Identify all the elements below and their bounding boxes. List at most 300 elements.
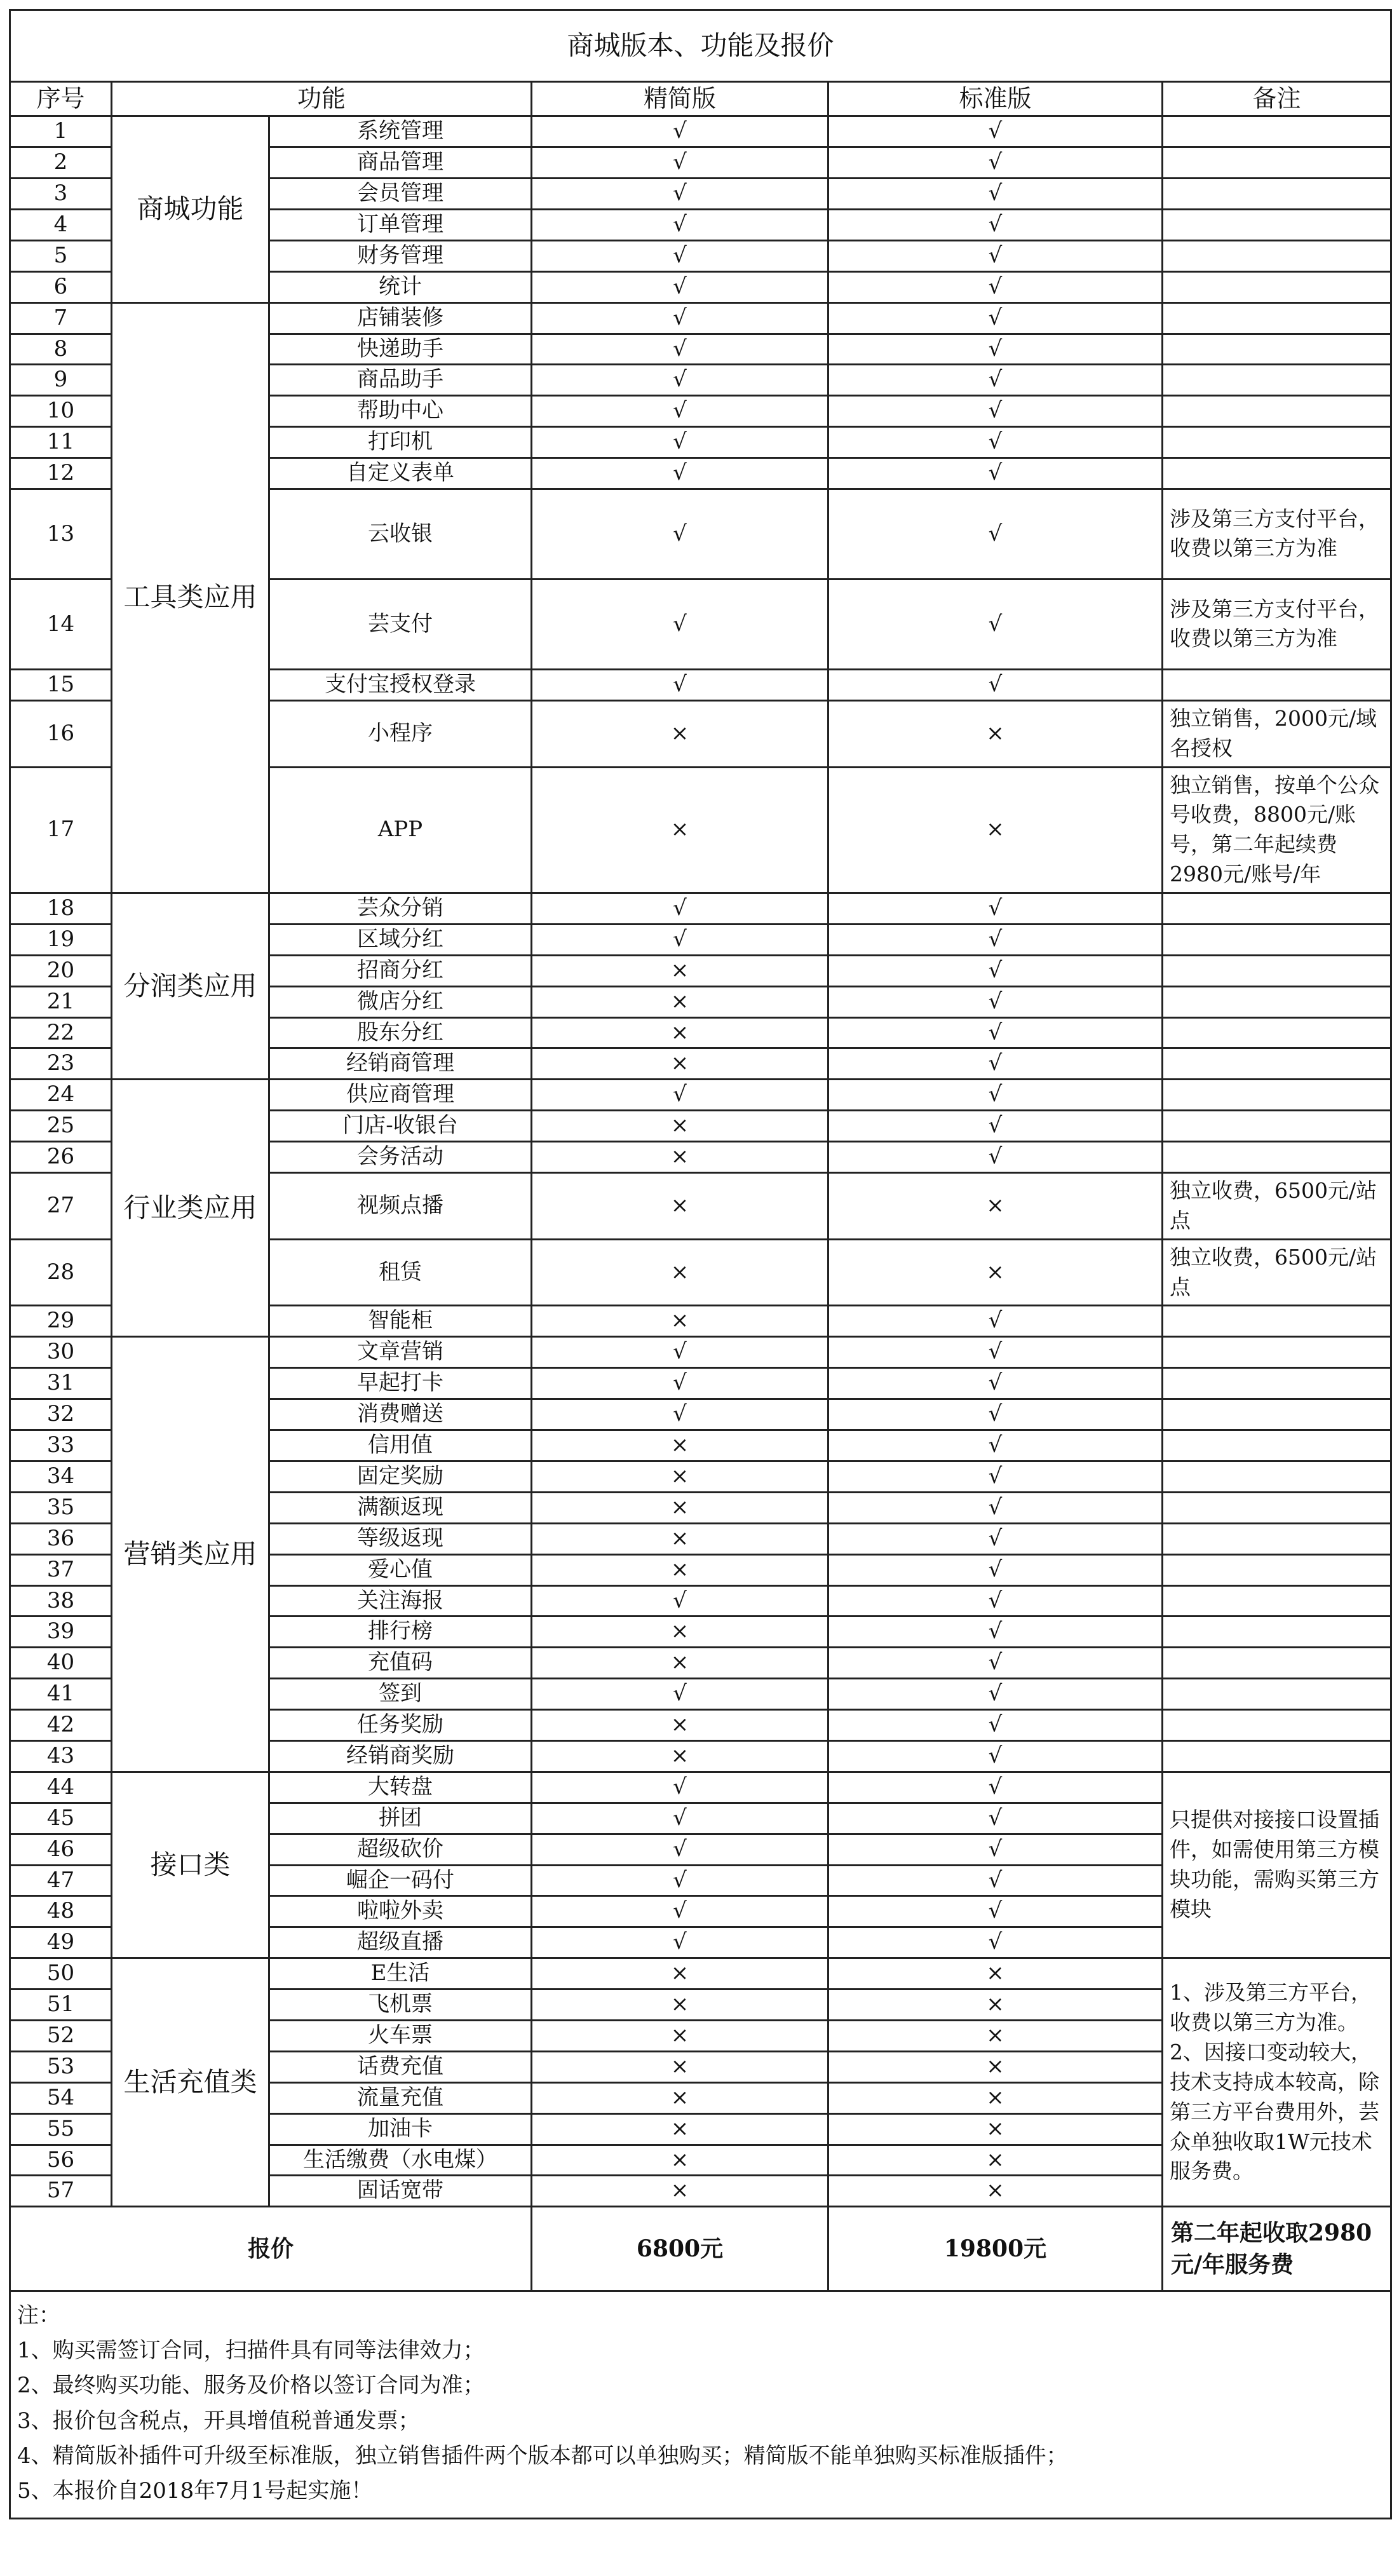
row-seq: 41 xyxy=(10,1679,112,1710)
standard-mark: × xyxy=(828,1990,1163,2021)
standard-mark: √ xyxy=(828,489,1163,579)
row-seq: 14 xyxy=(10,579,112,669)
row-feature: 打印机 xyxy=(269,427,532,458)
row-seq: 38 xyxy=(10,1585,112,1617)
standard-mark: √ xyxy=(828,669,1163,700)
standard-mark: × xyxy=(828,767,1163,893)
lite-mark: × xyxy=(532,1648,828,1679)
category-cell: 行业类应用 xyxy=(112,1080,269,1337)
remark-empty xyxy=(1163,1017,1391,1048)
row-seq: 45 xyxy=(10,1803,112,1834)
remark-empty xyxy=(1163,1523,1391,1554)
standard-mark: √ xyxy=(828,1803,1163,1834)
row-feature: 超级直播 xyxy=(269,1927,532,1958)
standard-mark: √ xyxy=(828,1834,1163,1865)
footer-line: 3、报价包含税点，开具增值税普通发票； xyxy=(17,2408,420,2434)
row-seq: 18 xyxy=(10,893,112,925)
lite-mark: √ xyxy=(532,489,828,579)
remark-empty xyxy=(1163,924,1391,955)
lite-mark: √ xyxy=(532,179,828,210)
footer-notes xyxy=(10,2291,1391,2518)
row-feature: 帮助中心 xyxy=(269,396,532,427)
table-row xyxy=(10,116,1391,147)
lite-mark: √ xyxy=(532,334,828,365)
lite-mark: √ xyxy=(532,302,828,334)
row-seq: 10 xyxy=(10,396,112,427)
row-feature: 飞机票 xyxy=(269,1990,532,2021)
lite-mark: × xyxy=(532,1740,828,1772)
lite-mark: × xyxy=(532,1111,828,1142)
standard-mark: √ xyxy=(828,365,1163,396)
row-feature: 固话宽带 xyxy=(269,2176,532,2207)
lite-mark: √ xyxy=(532,365,828,396)
standard-mark: √ xyxy=(828,1048,1163,1080)
lite-mark: × xyxy=(532,1617,828,1648)
row-seq: 55 xyxy=(10,2113,112,2145)
row-feature: 火车票 xyxy=(269,2020,532,2051)
lite-mark: × xyxy=(532,1990,828,2021)
row-seq: 48 xyxy=(10,1896,112,1927)
standard-mark: √ xyxy=(828,1896,1163,1927)
category-cell: 商城功能 xyxy=(112,116,269,302)
remark-empty xyxy=(1163,893,1391,925)
row-seq: 53 xyxy=(10,2051,112,2082)
row-feature: 芸众分销 xyxy=(269,893,532,925)
row-seq: 46 xyxy=(10,1834,112,1865)
standard-mark: √ xyxy=(828,1585,1163,1617)
remark-empty xyxy=(1163,1710,1391,1741)
standard-mark: √ xyxy=(828,1492,1163,1523)
row-seq: 2 xyxy=(10,147,112,179)
standard-mark: √ xyxy=(828,1368,1163,1399)
row-feature: 流量充值 xyxy=(269,2082,532,2113)
standard-mark: √ xyxy=(828,1080,1163,1111)
lite-mark: × xyxy=(532,2020,828,2051)
row-feature: 超级砍价 xyxy=(269,1834,532,1865)
category-cell: 营销类应用 xyxy=(112,1337,269,1772)
row-feature: 供应商管理 xyxy=(269,1080,532,1111)
standard-mark: √ xyxy=(828,147,1163,179)
row-seq: 9 xyxy=(10,365,112,396)
lite-mark: × xyxy=(532,986,828,1017)
standard-mark: √ xyxy=(828,1430,1163,1461)
remark-empty xyxy=(1163,396,1391,427)
row-feature: APP xyxy=(269,767,532,893)
remark-cell: 只提供对接接口设置插件，如需使用第三方模块功能，需购买第三方模块 xyxy=(1163,1772,1391,1958)
remark-cell: 涉及第三方支付平台，收费以第三方为准 xyxy=(1163,489,1391,579)
row-feature: 生活缴费（水电煤） xyxy=(269,2145,532,2176)
row-seq: 56 xyxy=(10,2145,112,2176)
row-feature: 经销商管理 xyxy=(269,1048,532,1080)
lite-mark: × xyxy=(532,2051,828,2082)
lite-mark: × xyxy=(532,1173,828,1240)
standard-mark: × xyxy=(828,2113,1163,2145)
standard-mark: √ xyxy=(828,1679,1163,1710)
row-seq: 31 xyxy=(10,1368,112,1399)
remark-empty xyxy=(1163,955,1391,986)
row-feature: 订单管理 xyxy=(269,209,532,240)
standard-mark: √ xyxy=(828,579,1163,669)
row-feature: 加油卡 xyxy=(269,2113,532,2145)
standard-mark: √ xyxy=(828,1523,1163,1554)
row-seq: 27 xyxy=(10,1173,112,1240)
lite-mark: √ xyxy=(532,579,828,669)
lite-mark: √ xyxy=(532,147,828,179)
remark-empty xyxy=(1163,1306,1391,1337)
row-seq: 4 xyxy=(10,209,112,240)
row-seq: 33 xyxy=(10,1430,112,1461)
lite-mark: × xyxy=(532,2082,828,2113)
lite-mark: × xyxy=(532,2176,828,2207)
lite-mark: √ xyxy=(532,1585,828,1617)
lite-mark: √ xyxy=(532,924,828,955)
lite-mark: √ xyxy=(532,1927,828,1958)
row-feature: 信用值 xyxy=(269,1430,532,1461)
standard-mark: √ xyxy=(828,1927,1163,1958)
remark-empty xyxy=(1163,302,1391,334)
footer-line: 5、本报价自2018年7月1号起实施！ xyxy=(17,2478,373,2504)
row-seq: 42 xyxy=(10,1710,112,1741)
table-row xyxy=(10,893,1391,925)
lite-mark: √ xyxy=(532,1834,828,1865)
standard-mark: √ xyxy=(828,1017,1163,1048)
row-feature: 门店-收银台 xyxy=(269,1111,532,1142)
row-seq: 26 xyxy=(10,1142,112,1173)
row-feature: 股东分红 xyxy=(269,1017,532,1048)
remark-empty xyxy=(1163,986,1391,1017)
row-seq: 21 xyxy=(10,986,112,1017)
lite-mark: × xyxy=(532,1461,828,1492)
lite-mark: × xyxy=(532,1306,828,1337)
category-cell: 生活充值类 xyxy=(112,1958,269,2207)
standard-mark: × xyxy=(828,1239,1163,1306)
row-seq: 40 xyxy=(10,1648,112,1679)
row-seq: 30 xyxy=(10,1337,112,1368)
table-row xyxy=(10,302,1391,334)
remark-empty xyxy=(1163,1368,1391,1399)
row-feature: 租赁 xyxy=(269,1239,532,1306)
row-seq: 50 xyxy=(10,1958,112,1990)
row-feature: 区域分红 xyxy=(269,924,532,955)
lite-mark: × xyxy=(532,1523,828,1554)
footer-title: 注： xyxy=(17,2303,60,2329)
standard-mark: × xyxy=(828,2176,1163,2207)
standard-mark: √ xyxy=(828,1740,1163,1772)
standard-mark: √ xyxy=(828,179,1163,210)
row-seq: 20 xyxy=(10,955,112,986)
lite-mark: √ xyxy=(532,893,828,925)
standard-mark: √ xyxy=(828,955,1163,986)
header-standard: 标准版 xyxy=(828,82,1163,116)
remark-cell: 独立销售，2000元/域名授权 xyxy=(1163,700,1391,767)
category-cell: 工具类应用 xyxy=(112,302,269,893)
header-remark: 备注 xyxy=(1163,82,1391,116)
row-seq: 32 xyxy=(10,1399,112,1430)
row-feature: 满额返现 xyxy=(269,1492,532,1523)
standard-mark: √ xyxy=(828,271,1163,302)
row-seq: 54 xyxy=(10,2082,112,2113)
quotation-table xyxy=(9,9,1392,2519)
row-feature: 统计 xyxy=(269,271,532,302)
standard-mark: × xyxy=(828,2082,1163,2113)
row-feature: 自定义表单 xyxy=(269,458,532,489)
row-seq: 37 xyxy=(10,1554,112,1585)
header-feature: 功能 xyxy=(112,82,532,116)
lite-mark: × xyxy=(532,1492,828,1523)
standard-mark: √ xyxy=(828,1461,1163,1492)
standard-mark: × xyxy=(828,700,1163,767)
standard-mark: √ xyxy=(828,1142,1163,1173)
row-seq: 51 xyxy=(10,1990,112,2021)
lite-mark: × xyxy=(532,1048,828,1080)
lite-mark: × xyxy=(532,1239,828,1306)
standard-mark: √ xyxy=(828,116,1163,147)
remark-empty xyxy=(1163,147,1391,179)
row-feature: 商品管理 xyxy=(269,147,532,179)
row-seq: 23 xyxy=(10,1048,112,1080)
row-feature: 微店分红 xyxy=(269,986,532,1017)
lite-mark: × xyxy=(532,1554,828,1585)
remark-empty xyxy=(1163,1585,1391,1617)
row-seq: 11 xyxy=(10,427,112,458)
row-feature: 大转盘 xyxy=(269,1772,532,1803)
remark-empty xyxy=(1163,271,1391,302)
table-row xyxy=(10,1337,1391,1368)
standard-mark: √ xyxy=(828,396,1163,427)
lite-mark: √ xyxy=(532,669,828,700)
row-feature: 消费赠送 xyxy=(269,1399,532,1430)
row-seq: 25 xyxy=(10,1111,112,1142)
lite-mark: √ xyxy=(532,1865,828,1896)
row-feature: 任务奖励 xyxy=(269,1710,532,1741)
lite-mark: × xyxy=(532,1710,828,1741)
standard-mark: × xyxy=(828,2020,1163,2051)
footer-line: 1、购买需签订合同，扫描件具有同等法律效力； xyxy=(17,2338,485,2364)
lite-mark: × xyxy=(532,955,828,986)
standard-mark: √ xyxy=(828,1865,1163,1896)
row-feature: 云收银 xyxy=(269,489,532,579)
remark-cell: 独立收费，6500元/站点 xyxy=(1163,1239,1391,1306)
footer-line: 2、最终购买功能、服务及价格以签订合同为准； xyxy=(17,2373,485,2399)
row-seq: 19 xyxy=(10,924,112,955)
row-feature: 啦啦外卖 xyxy=(269,1896,532,1927)
remark-empty xyxy=(1163,1337,1391,1368)
row-seq: 7 xyxy=(10,302,112,334)
standard-mark: √ xyxy=(828,1306,1163,1337)
standard-mark: √ xyxy=(828,1772,1163,1803)
row-seq: 57 xyxy=(10,2176,112,2207)
row-feature: 店铺装修 xyxy=(269,302,532,334)
remark-cell: 1、涉及第三方平台，收费以第三方为准。2、因接口变动较大，技术支持成本较高，除第三方平台费用外，芸众单独收取1W元技术服务费。 xyxy=(1163,1958,1391,2207)
row-seq: 16 xyxy=(10,700,112,767)
remark-cell: 独立收费，6500元/站点 xyxy=(1163,1173,1391,1240)
lite-mark: × xyxy=(532,1017,828,1048)
remark-empty xyxy=(1163,179,1391,210)
standard-mark: √ xyxy=(828,1111,1163,1142)
row-seq: 47 xyxy=(10,1865,112,1896)
standard-mark: √ xyxy=(828,1337,1163,1368)
lite-mark: √ xyxy=(532,1803,828,1834)
lite-mark: √ xyxy=(532,1337,828,1368)
row-seq: 13 xyxy=(10,489,112,579)
row-feature: 快递助手 xyxy=(269,334,532,365)
lite-mark: √ xyxy=(532,1679,828,1710)
row-feature: E生活 xyxy=(269,1958,532,1990)
standard-mark: √ xyxy=(828,1399,1163,1430)
remark-empty xyxy=(1163,1080,1391,1111)
row-seq: 29 xyxy=(10,1306,112,1337)
price-label: 报价 xyxy=(10,2207,532,2291)
standard-mark: √ xyxy=(828,209,1163,240)
row-feature: 芸支付 xyxy=(269,579,532,669)
remark-empty xyxy=(1163,1679,1391,1710)
remark-empty xyxy=(1163,1617,1391,1648)
row-feature: 招商分红 xyxy=(269,955,532,986)
row-feature: 固定奖励 xyxy=(269,1461,532,1492)
page-title: 商城版本、功能及报价 xyxy=(10,10,1391,82)
row-seq: 43 xyxy=(10,1740,112,1772)
lite-mark: √ xyxy=(532,1772,828,1803)
price-lite: 6800元 xyxy=(532,2207,828,2291)
remark-empty xyxy=(1163,116,1391,147)
lite-mark: √ xyxy=(532,240,828,271)
row-feature: 爱心值 xyxy=(269,1554,532,1585)
standard-mark: √ xyxy=(828,302,1163,334)
standard-mark: √ xyxy=(828,458,1163,489)
lite-mark: √ xyxy=(532,1399,828,1430)
quotation-sheet xyxy=(9,9,1390,2519)
row-seq: 6 xyxy=(10,271,112,302)
standard-mark: √ xyxy=(828,1554,1163,1585)
row-feature: 充值码 xyxy=(269,1648,532,1679)
row-feature: 排行榜 xyxy=(269,1617,532,1648)
row-feature: 经销商奖励 xyxy=(269,1740,532,1772)
price-standard: 19800元 xyxy=(828,2207,1163,2291)
row-feature: 商品助手 xyxy=(269,365,532,396)
row-seq: 34 xyxy=(10,1461,112,1492)
standard-mark: × xyxy=(828,2145,1163,2176)
lite-mark: √ xyxy=(532,1896,828,1927)
lite-mark: √ xyxy=(532,458,828,489)
standard-mark: √ xyxy=(828,924,1163,955)
table-row xyxy=(10,1080,1391,1111)
row-feature: 视频点播 xyxy=(269,1173,532,1240)
lite-mark: √ xyxy=(532,427,828,458)
lite-mark: √ xyxy=(532,1080,828,1111)
row-seq: 28 xyxy=(10,1239,112,1306)
standard-mark: √ xyxy=(828,427,1163,458)
standard-mark: √ xyxy=(828,240,1163,271)
row-feature: 早起打卡 xyxy=(269,1368,532,1399)
remark-empty xyxy=(1163,1430,1391,1461)
standard-mark: √ xyxy=(828,1617,1163,1648)
row-feature: 小程序 xyxy=(269,700,532,767)
row-seq: 3 xyxy=(10,179,112,210)
row-feature: 拼团 xyxy=(269,1803,532,1834)
row-feature: 签到 xyxy=(269,1679,532,1710)
standard-mark: √ xyxy=(828,893,1163,925)
lite-mark: × xyxy=(532,700,828,767)
row-feature: 会务活动 xyxy=(269,1142,532,1173)
lite-mark: √ xyxy=(532,1368,828,1399)
row-seq: 5 xyxy=(10,240,112,271)
remark-empty xyxy=(1163,1554,1391,1585)
row-seq: 24 xyxy=(10,1080,112,1111)
remark-cell: 涉及第三方支付平台，收费以第三方为准 xyxy=(1163,579,1391,669)
row-seq: 36 xyxy=(10,1523,112,1554)
table-row xyxy=(10,1958,1391,1990)
remark-empty xyxy=(1163,669,1391,700)
remark-empty xyxy=(1163,1142,1391,1173)
table-row xyxy=(10,1772,1391,1803)
row-seq: 12 xyxy=(10,458,112,489)
standard-mark: √ xyxy=(828,1648,1163,1679)
standard-mark: × xyxy=(828,1173,1163,1240)
row-feature: 支付宝授权登录 xyxy=(269,669,532,700)
row-feature: 等级返现 xyxy=(269,1523,532,1554)
remark-empty xyxy=(1163,427,1391,458)
lite-mark: √ xyxy=(532,116,828,147)
row-seq: 39 xyxy=(10,1617,112,1648)
lite-mark: √ xyxy=(532,271,828,302)
price-note: 第二年起收取2980元/年服务费 xyxy=(1163,2207,1391,2291)
standard-mark: × xyxy=(828,1958,1163,1990)
category-cell: 接口类 xyxy=(112,1772,269,1958)
row-seq: 1 xyxy=(10,116,112,147)
row-feature: 话费充值 xyxy=(269,2051,532,2082)
lite-mark: × xyxy=(532,1430,828,1461)
remark-empty xyxy=(1163,240,1391,271)
lite-mark: × xyxy=(532,767,828,893)
row-feature: 关注海报 xyxy=(269,1585,532,1617)
row-feature: 财务管理 xyxy=(269,240,532,271)
standard-mark: × xyxy=(828,2051,1163,2082)
remark-empty xyxy=(1163,1461,1391,1492)
row-seq: 17 xyxy=(10,767,112,893)
row-seq: 49 xyxy=(10,1927,112,1958)
row-seq: 22 xyxy=(10,1017,112,1048)
standard-mark: √ xyxy=(828,334,1163,365)
standard-mark: √ xyxy=(828,1710,1163,1741)
lite-mark: × xyxy=(532,1142,828,1173)
standard-mark: √ xyxy=(828,986,1163,1017)
remark-empty xyxy=(1163,1740,1391,1772)
footer-line: 4、精简版补插件可升级至标准版，独立销售插件两个版本都可以单独购买；精简版不能单独购买标准版插件； xyxy=(17,2443,1068,2469)
row-feature: 文章营销 xyxy=(269,1337,532,1368)
lite-mark: × xyxy=(532,2145,828,2176)
remark-empty xyxy=(1163,1648,1391,1679)
remark-cell: 独立销售，按单个公众号收费，8800元/账号，第二年起续费2980元/账号/年 xyxy=(1163,767,1391,893)
lite-mark: × xyxy=(532,2113,828,2145)
remark-empty xyxy=(1163,209,1391,240)
category-cell: 分润类应用 xyxy=(112,893,269,1080)
remark-empty xyxy=(1163,365,1391,396)
row-feature: 崛企一码付 xyxy=(269,1865,532,1896)
remark-empty xyxy=(1163,334,1391,365)
lite-mark: √ xyxy=(532,396,828,427)
row-seq: 15 xyxy=(10,669,112,700)
remark-empty xyxy=(1163,1111,1391,1142)
lite-mark: √ xyxy=(532,209,828,240)
row-feature: 智能柜 xyxy=(269,1306,532,1337)
remark-empty xyxy=(1163,458,1391,489)
remark-empty xyxy=(1163,1492,1391,1523)
row-seq: 44 xyxy=(10,1772,112,1803)
lite-mark: × xyxy=(532,1958,828,1990)
row-seq: 52 xyxy=(10,2020,112,2051)
remark-empty xyxy=(1163,1048,1391,1080)
header-lite: 精简版 xyxy=(532,82,828,116)
